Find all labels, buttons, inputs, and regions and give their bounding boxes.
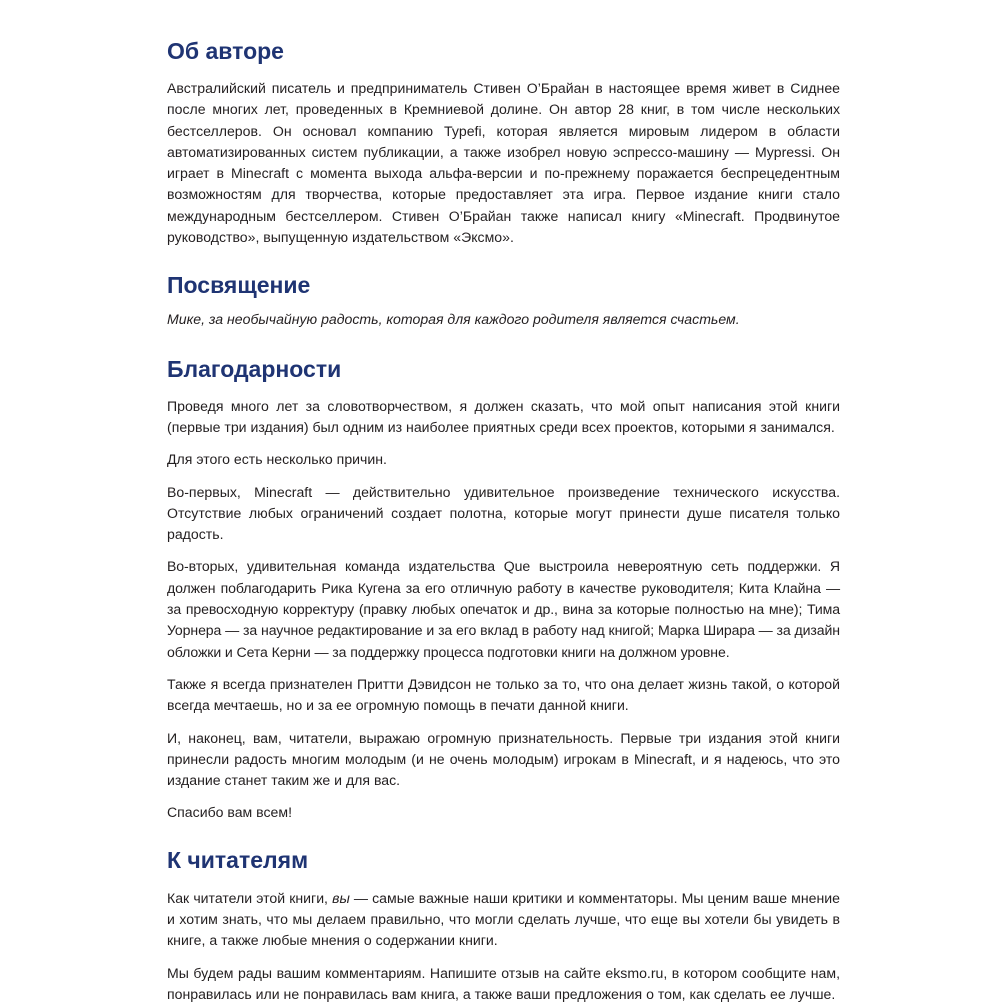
acknowledgements-heading: Благодарности [167, 355, 342, 382]
to-readers-text: Как читатели этой книги, [167, 889, 333, 906]
acknowledgements-paragraph: И, наконец, вам, читатели, выражаю огромную признательность. Первые три издания этой книги принесли радость многим молодым (и не очень молодым) игрокам в Minecraft, и я надеюсь, что это издание станет таким же и для вас. [167, 729, 840, 789]
acknowledgements-paragraph: Спасибо вам всем! [167, 804, 292, 821]
about-author-paragraph: Австралийский писатель и предприниматель Стивен О’Брайан в настоящее время живет в Сиднее после многих лет, проведенных в Кремниевой долине. Он автор 28 книг, в том числе нескольких бестселлеров. Он основал компанию Typefi, которая является мировым лидером в области автоматизированных систем публикации, а также изобрел новую эспрессо-машину — Mypressi. Он играет в Minecraft с момента выхода альфа-версии и по-прежнему поражается беспрецедентным возможностям для творчества, которые предоставляет эта игра. Первое издание книги стало международным бестселлером. Стивен О’Брайан также написал книгу «Minecraft. Продвинутое руководство», выпущенную издательством «Эксмо». [167, 80, 840, 246]
dedication-heading: Посвящение [167, 272, 311, 299]
acknowledgements-paragraph: Для этого есть несколько причин. [167, 451, 387, 468]
acknowledgements-paragraph: Во-первых, Minecraft — действительно удивительное произведение технического искусства. Отсутствие любых ограничений создает полотна, которые могут принести душе писателя только радость. [167, 483, 840, 543]
to-readers-heading: К читателям [167, 846, 309, 873]
dedication-text: Мике, за необычайную радость, которая для каждого родителя является счастьем. [167, 311, 740, 328]
to-readers-text: — самые важные наши критики и комментаторы. Мы ценим ваше мнение и хотим знать, что мы делаем правильно, что могли сделать лучше, что еще вы хотели бы увидеть в книге, а также любые мнения о содержании книги. [167, 889, 840, 949]
to-readers-emphasis: вы [332, 889, 350, 906]
to-readers-paragraph: Мы будем рады вашим комментариям. Напишите отзыв на сайте eksmo.ru, в котором сообщите нам, понравилась или не понравилась вам книга, а также ваши предложения о том, как сделать ее лучше. [167, 964, 840, 1002]
acknowledgements-paragraph: Во-вторых, удивительная команда издательства Que выстроила невероятную сеть поддержки. Я должен поблагодарить Рика Кугена за его отличную работу в качестве руководителя; Кита Клайна — за превосходную корректуру (правку любых опечаток и др., вина за которые полностью на мне); Тима Уорнера — за научное редактирование и за его вклад в работу над книгой; Марка Ширара — за дизайн обложки и Сета Керни — за поддержку процесса подготовки книги на должном уровне. [167, 558, 840, 660]
to-readers-paragraph [167, 888, 840, 952]
acknowledgements-paragraph: Проведя много лет за словотворчеством, я должен сказать, что мой опыт написания этой книги (первые три издания) был одним из наиболее приятных среди всех проектов, которыми я занимался. [167, 397, 840, 435]
acknowledgements-paragraph: Также я всегда признателен Притти Дэвидсон не только за то, что она делает жизнь такой, о которой всегда мечтаешь, но и за ее огромную помощь в печати данной книги. [167, 675, 840, 714]
book-page [167, 36, 840, 1005]
about-author-heading: Об авторе [167, 38, 284, 64]
